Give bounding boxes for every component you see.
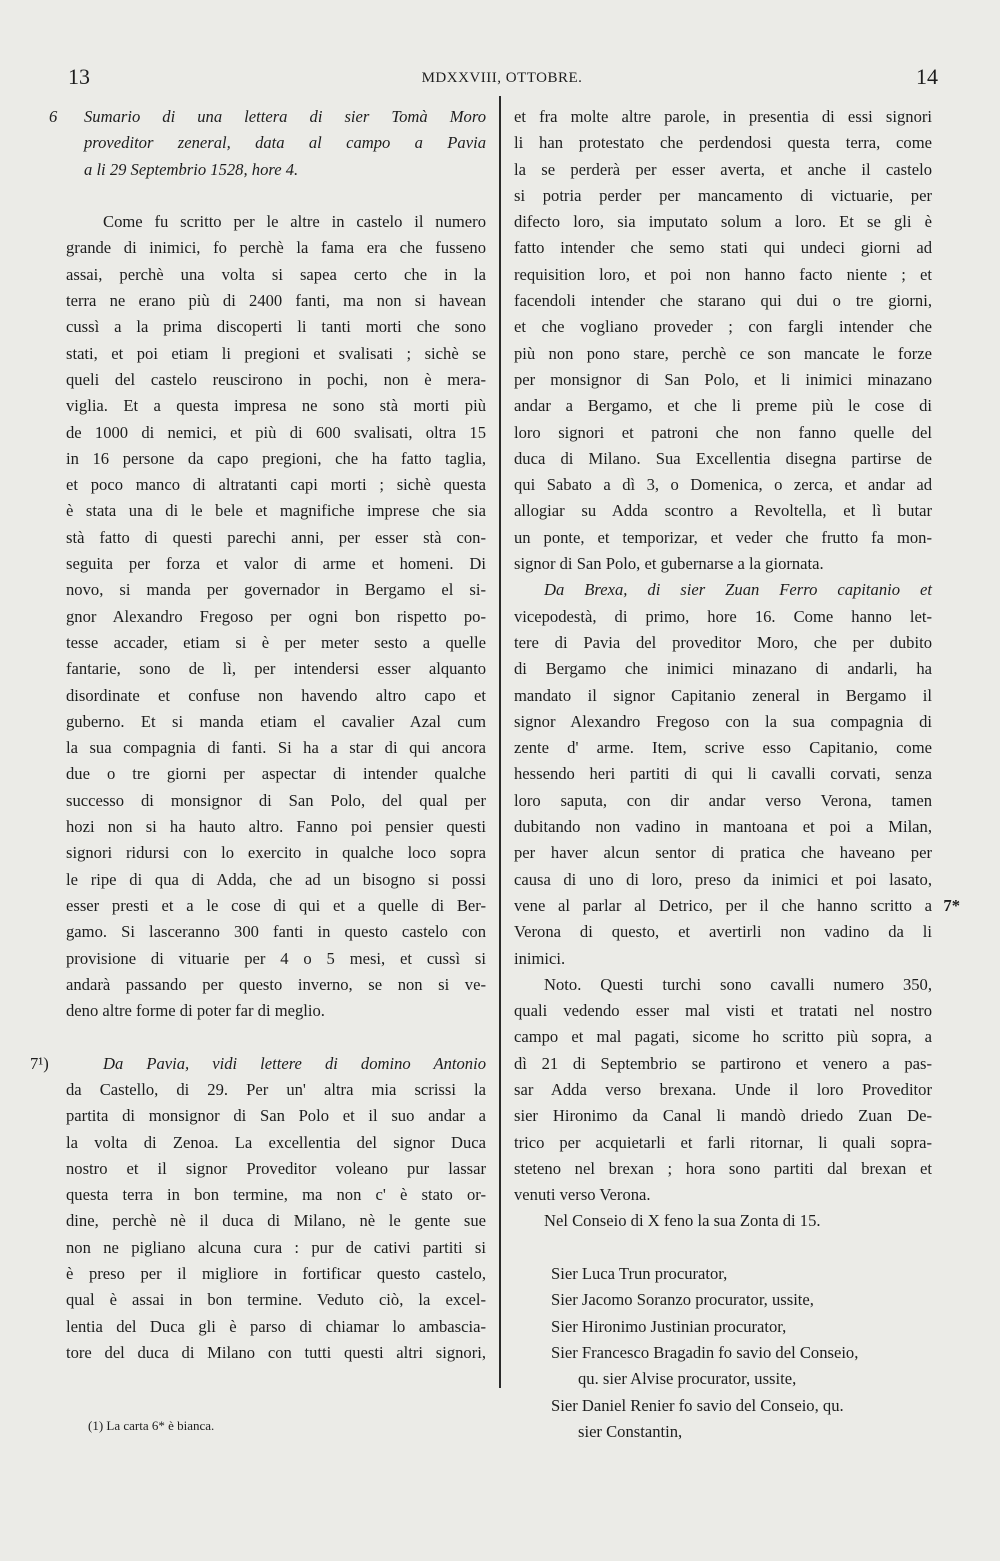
text-line: da Castello, di 29. Per un' altra mia scrissi la: [66, 1079, 486, 1099]
text-line: zente d' arme. Item, scrive esso Capitanio, come: [514, 738, 932, 758]
text-line: et che vogliano proveder ; con fargli intender che: [514, 317, 932, 337]
text-line: duca di Milano. Sua Excellentia disegna partirse de: [514, 448, 932, 468]
text-line: loro signori et patroni che non fanno quelle del: [514, 422, 932, 442]
list-item: sier Constantin,: [578, 1421, 683, 1441]
text-line: novo, si manda per governador in Bergamo el si-: [66, 580, 486, 600]
text-line: causa di uno di loro, preso da inimici et poi lasato,: [514, 869, 932, 889]
text-line: stà fatto di questi parechi anni, per esser stà con-: [66, 527, 486, 547]
margin-number: 7¹): [30, 1053, 49, 1073]
text-line: 7¹) Da Pavia, vidi lettere di domino Antonio: [66, 1051, 486, 1077]
text-line: dubitando non vadino in mantoana et poi a Milan,: [514, 817, 932, 837]
text-line: la sua compagnia di fanti. Si ha a star di qui ancora: [66, 738, 486, 758]
text-line: assai, perchè una volta si sapea certo che in la: [66, 264, 486, 284]
text-line: vene al parlar al Detrico, per il che hanno scritto a 7*: [514, 893, 932, 919]
text-line: requisition loro, et poi non hanno facto niente ; et: [514, 264, 932, 284]
footnote: (1) La carta 6* è bianca.: [88, 1418, 215, 1433]
text-line: provisione di vituarie per 4 o 5 mesi, et cussì si: [66, 948, 486, 968]
text-line: è preso per il migliore in fortificar questo castelo,: [66, 1264, 486, 1284]
text-line: allogiar su Adda scontro a Revoltella, et lì butar: [514, 501, 932, 521]
text-line: per haver alcun sentor di pratica che haveano per: [514, 843, 932, 863]
heading-line: 6 Sumario di una lettera di sier Tomà Moro: [66, 104, 486, 130]
text-line: Da Brexa, di sier Zuan Ferro capitanio et: [544, 580, 932, 600]
text-line: signor Alexandro Fregoso con la sua compagnia di: [514, 711, 932, 731]
text-line: venuti verso Verona.: [514, 1185, 651, 1205]
list-item: qu. sier Alvise procurator, ussite,: [578, 1369, 797, 1389]
text-line: andar a Bergamo, et che li preme più le cose di: [514, 396, 932, 416]
text-line: seguita per forza et valor di arme et homeni. Di: [66, 554, 486, 574]
text-line: cussì a la prima discoperti li tanti morti che sono: [66, 317, 486, 337]
text-line: li han protestato che perdendosi questa terra, come: [514, 133, 932, 153]
text-line: un ponte, et temporizar, et veder che frutto fa mon-: [514, 527, 932, 547]
text-line: hessendo heri partiti di qui li cavalli corvati, senza: [514, 764, 932, 784]
text-line: loro saputa, con dir andar verso Verona, tamen: [514, 790, 932, 810]
text-line: la se perderà per esser averta, et anche il castelo: [514, 159, 932, 179]
list-item: Sier Jacomo Soranzo procurator, ussite,: [551, 1290, 814, 1310]
text-line: gamo. Si lasceranno 300 fanti in questo castelo con: [66, 922, 486, 942]
text-line: mandato il signor Capitanio zeneral in Bergamo il: [514, 685, 932, 705]
page-number-left: 13: [68, 64, 90, 89]
list-item: Sier Hironimo Justinian procurator,: [551, 1316, 787, 1336]
text-line: di Bergamo che inimici minazano di andarli, ha: [514, 659, 932, 679]
text-line: nostro et il signor Proveditor voleano pur lassar: [66, 1158, 486, 1178]
text-line: quali vedendo esser mal visti et tratati nel nostro: [514, 1001, 932, 1021]
text-line: si potria perder per mancamento di victuarie, per: [514, 185, 932, 205]
text-line: qual è assai in bon termine. Veduto ciò, la excel-: [66, 1290, 486, 1310]
text-line: le ripe di qua di Adda, che ad un bisogno si possi: [66, 869, 486, 889]
text-line: queli del castelo reuscirono in pochi, non è mera-: [66, 369, 486, 389]
list-item: Sier Luca Trun procurator,: [551, 1264, 728, 1284]
text-line: non ne pigliano alcuna cura : pur de cativi partiti si: [66, 1237, 486, 1257]
text-line: gnor Alexandro Fregoso per ogni bon rispetto po-: [66, 606, 486, 626]
text-line: tore del duca di Milano con tutti questi altri signori,: [66, 1342, 486, 1362]
text-line: disordinate et confuse non havendo altro capo et: [66, 685, 486, 705]
text-line: Verona di questo, et avertirli non vadino da li: [514, 922, 932, 942]
page-header: [66, 64, 938, 94]
heading-line: a li 29 Septembrio 1528, hore 4.: [84, 159, 299, 179]
text-line: è stata una di le bele et magnifiche imprese che sia: [66, 501, 486, 521]
text-line: et poco manco di altratanti capi morti ; sichè questa: [66, 475, 486, 495]
text-line: più non pono stare, perchè ce son mancate le forze: [514, 343, 932, 363]
text-line: Noto. Questi turchi sono cavalli numero 350,: [544, 974, 932, 994]
text-line: signor di San Polo, et gubernarse a la giornata.: [514, 554, 824, 574]
text-line: et fra molte altre parole, in presentia di essi signori: [514, 107, 932, 126]
text-line: difecto loro, sia imputato solum a loro. Et se gli è: [514, 212, 932, 232]
text-line: due o tre giorni per aspectar di intender qualche: [66, 764, 486, 784]
text-line: in 16 persone da capo pregioni, che ha fatto taglia,: [66, 448, 486, 468]
text-line: inimici.: [514, 948, 566, 968]
text-line: terra ne erano più di 2400 fanti, ma non si havean: [66, 291, 486, 311]
text-line: fatto intender che semo stati qui undeci giorni ad: [514, 238, 932, 258]
margin-number: 7*: [943, 895, 960, 915]
text-line: grande di inimici, fo perchè la fama era che fusseno: [66, 238, 486, 258]
text-line: dine, perchè nè il duca di Milano, nè le gente sue: [66, 1211, 486, 1231]
text-line: steteno nel brexan ; hora sono partiti dal brexan et: [514, 1158, 932, 1178]
text-line: per monsignor di San Polo, et li inimici minazano: [514, 369, 932, 389]
text-line: guberno. Et si manda etiam el cavalier Azal cum: [66, 711, 486, 731]
text-line: tesse accader, etiam si è per meter sesto a quelle: [66, 632, 486, 652]
text-line: esser presti et a le cose di qui et a quelle di Ber-: [66, 895, 486, 915]
running-title: MDXXVIII, OTTOBRE.: [421, 70, 583, 86]
text-line: facendoli intender che starano qui dui o tre giorni,: [514, 291, 932, 311]
text-line: de 1000 di nemici, et più di 600 svalisati, oltra 15: [66, 422, 486, 442]
text-line: sar Adda verso brexana. Unde il loro Proveditor: [514, 1079, 932, 1099]
margin-number: 6: [49, 107, 58, 126]
text-line: qui Sabato a dì 3, o Domenica, o zerca, et andar ad: [514, 475, 932, 495]
text-line: deno altre forme di poter far di meglio.: [66, 1001, 325, 1021]
text-line: signori ridursi con lo exercito in qualche loco sopra: [66, 843, 486, 863]
text-line: successo di monsignor di San Polo, del qual per: [66, 790, 486, 810]
text-line: partita di monsignor di San Polo et il suo andar a: [66, 1106, 486, 1126]
text-line: Come fu scritto per le altre in castelo il numero: [103, 212, 486, 232]
text-line: trico per acquietarli et farli ritornar, li quali sopra-: [514, 1132, 932, 1152]
left-column: [30, 104, 486, 1366]
list-item: Sier Francesco Bragadin fo savio del Conseio,: [551, 1342, 859, 1362]
text-line: la volta di Zenoa. La excellentia del signor Duca: [66, 1132, 486, 1152]
text-line: dì 21 di Septembrio se partirono et venero a pas-: [514, 1053, 932, 1073]
text-line: viglia. Et a questa impresa ne sono stà morti più: [66, 396, 486, 416]
text-line: campo et mal pagati, sicome ho scritto più sopra, a: [514, 1027, 932, 1047]
heading-line: proveditor zeneral, data al campo a Pavia: [84, 133, 486, 153]
page-number-right: 14: [916, 64, 938, 89]
text-line: andarà passando per questo inverno, se non si ve-: [66, 974, 486, 994]
text-line: hozi non si ha hauto altro. Fanno poi pensier questi: [66, 817, 486, 837]
right-column: [514, 104, 960, 1445]
text-line: fantarie, sono de lì, per intendersi esser alquanto: [66, 659, 486, 679]
text-line: sier Hironimo da Canal li mandò driedo Zuan De-: [514, 1106, 932, 1126]
text-line: vicepodestà, di primo, hore 16. Come hanno let-: [514, 606, 932, 626]
text-line: stati, et poi etiam li pregioni et svalisati ; sichè se: [66, 343, 486, 363]
text-line: tere di Pavia del proveditor Moro, che per dubito: [514, 632, 932, 652]
text-line: lentia del Duca gli è parso di chiamar lo ambascia-: [66, 1316, 486, 1336]
list-item: Sier Daniel Renier fo savio del Conseio, qu.: [551, 1395, 844, 1415]
text-line: questa terra in bon termine, ma non c' è stato or-: [66, 1185, 486, 1205]
text-line: Nel Conseio di X feno la sua Zonta di 15.: [544, 1211, 821, 1231]
column-divider: [499, 96, 501, 1388]
